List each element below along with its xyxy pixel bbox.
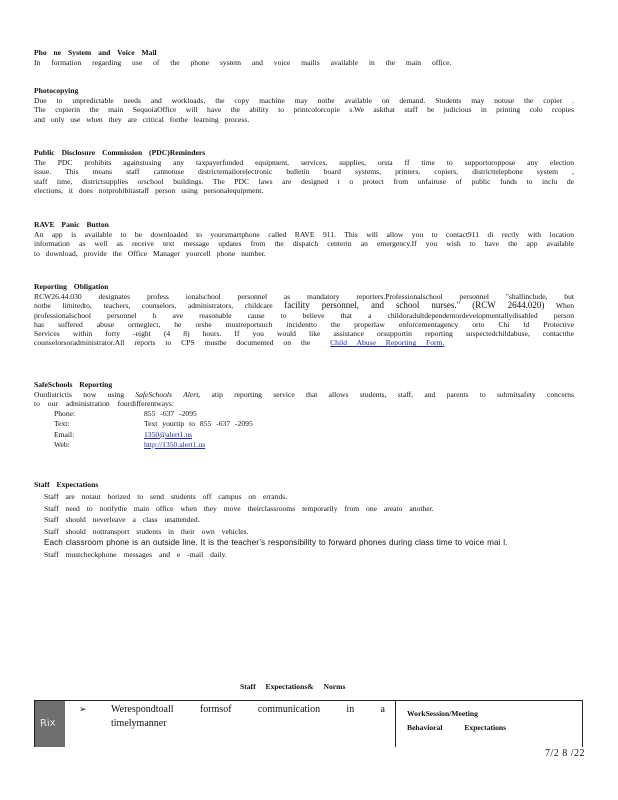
paragraph-line: and only use when they are critical forthe learning process.	[34, 114, 250, 124]
list-item	[34, 515, 574, 527]
contact-value: 855 -637 -2095	[144, 408, 197, 418]
paragraph-line: The PDC prohibits againstusing any taxpayerfunded equipment, services, supplies, orsta ff time to supportoroppose any election	[34, 158, 574, 167]
list-item-text: Staff need to notifythe main office when they move theirclassrooms temporarily from one areato another.	[44, 503, 434, 513]
list-item	[34, 504, 574, 516]
list-item-text: Staff mustcheckphone messages and e -mail daily.	[44, 549, 227, 559]
rave-section	[34, 220, 574, 258]
quoted-text: facility personnel, and school nurses." (RCW 2644.020)	[284, 301, 545, 311]
paragraph-line: to download, provide the Office Manager yourcell phone number.	[34, 248, 266, 258]
communication-norm	[111, 703, 385, 731]
norm-text-line: timelymanner	[111, 718, 167, 729]
child-abuse-reporting-form-link[interactable]: Child Abuse Reporting Form.	[330, 338, 445, 348]
contact-label: Web:	[54, 440, 70, 450]
staff-expectations-section	[34, 480, 574, 562]
column-divider	[395, 701, 396, 747]
paragraph-line: elections, it does notprohibitastaff person using personalequipment.	[34, 185, 264, 195]
paragraph-line: staff time, districtsupplies orschool buildings. The PDC laws are designed t o protect from unfairuse of public funds to inclu de	[34, 176, 574, 186]
expectations-box	[34, 700, 583, 747]
list-item-text: Each classroom phone is an outside line. It is the teacher’s responsibility to forward phones during class time to voice mai l.	[44, 538, 508, 548]
reporting-section	[34, 282, 574, 348]
paragraph-line: information as well as receive text message updates from the dispatch centerin an emergency.If you wish to have the app available	[34, 239, 574, 249]
norm-text-line: Werespondtoall formsof communication in a	[111, 704, 385, 715]
section-heading: Reporting Obligation	[34, 282, 109, 291]
section-heading: Staff Expectations	[34, 480, 99, 489]
paragraph-text: When	[555, 301, 574, 311]
side-tab-text: Rix	[39, 717, 57, 730]
safeschools-section	[34, 380, 574, 451]
paragraph-line: has suffered abuse ormeglect, he orshe mustreportsuch incidentto the properlaw enforcementagency orto Chi ld Protective	[34, 319, 574, 329]
section-heading: Photocopying	[34, 86, 79, 95]
section-heading: Pho ne System and Voice Mail	[34, 48, 157, 57]
section-heading: SafeSchools Reporting	[34, 380, 113, 389]
paragraph-text: counselorsoradministrator.All reports to CPS mustbe documented on the	[34, 338, 311, 348]
contact-label: Phone:	[54, 408, 76, 418]
paragraph-text: Ourdistrictis now using	[34, 390, 125, 399]
list-item	[34, 538, 574, 550]
paragraph-line: to our administration fourdifferentways:	[34, 399, 174, 409]
paragraph-line	[34, 390, 574, 399]
list-item-text: Staff should neverleave a class unattended.	[44, 515, 200, 525]
contact-web-row	[34, 440, 574, 451]
expectations-box-title: Staff Expectations& Norms	[240, 682, 346, 691]
section-heading: Public Disclosure Commission (PDC)Reminders	[34, 148, 206, 157]
safeschools-alert-name: SafeSchools Alert,	[135, 390, 201, 399]
paragraph-line: Services within forty -eight (4 8) hours. If you would like assistance orsupportin reporting suspectedchildabuse, contactthe	[34, 329, 574, 339]
list-item-text: Staff are notaut horized to send students off campus on errands.	[44, 492, 288, 501]
paragraph-text: atip reporting service that allows students, staff, and parents to submitsafety concerns	[211, 390, 574, 399]
contact-text-row	[34, 419, 574, 430]
arrow-bullet-icon: ➢	[79, 705, 87, 715]
contact-label: Text:	[54, 419, 70, 429]
side-tab	[35, 701, 65, 747]
web-link[interactable]: http://1350.alert1.us	[144, 440, 206, 450]
paragraph-line: Due to unpredictable needs and workloads, the copy machine may nothe available on demand. Students may notuse the copier .	[34, 96, 574, 105]
paragraph-line	[34, 301, 574, 310]
paragraph-line: An app is available to be downloaded to yoursmartphone called RAVE 911. This will allow you to contact911 di rectly with location	[34, 230, 574, 239]
paragraph-line: RCW26.44.030 designates profess ionalschool personnel as mandatory reporters.Professionalschool personnel "shallinclude, but	[34, 292, 574, 301]
contact-value: Text yourtip to 855 -637 -2095	[144, 419, 253, 429]
contact-phone-row	[34, 409, 574, 420]
paragraph-line: The copierin the main SequoiaOffice will have the ability to printcolorcopie s.We askthat staff be judicious in printing colo rcopies	[34, 105, 574, 115]
contact-email-row	[34, 430, 574, 441]
meeting-expectations-header	[407, 707, 506, 735]
list-item	[34, 550, 574, 562]
paragraph-line: issue. This means staff cannotuse districtemailorelectronic bulletin board systems, printers, copiers, districttelephone system ,	[34, 167, 574, 177]
phone-section	[34, 48, 574, 67]
header-line: WorkSession/Meeting	[407, 709, 478, 718]
paragraph-line: professionalschool personnel h ave reasonable cause to believe that a childoradultdependentordevelopmentallydisabled person	[34, 310, 574, 320]
list-item	[34, 492, 574, 504]
header-line: Behavioral Expectations	[407, 723, 507, 732]
contact-label: Email:	[54, 429, 75, 439]
section-heading: RAVE Panic Button	[34, 220, 109, 229]
paragraph-line: In formation regarding use of the phone system and voice mailis available in the main office.	[34, 58, 452, 67]
pdc-section	[34, 148, 574, 195]
paragraph-text: notbe limitedto, teachers, counselors, administrators, childcare	[34, 301, 273, 311]
photocopying-section	[34, 86, 574, 124]
list-item-text: Staff should nottransport students in their own vehicles.	[44, 526, 249, 536]
paragraph-line	[34, 338, 574, 347]
page-date: 7/2 8 /22	[545, 748, 586, 759]
email-link[interactable]: 1350@alert1.us	[144, 429, 193, 439]
list-item	[34, 527, 574, 539]
